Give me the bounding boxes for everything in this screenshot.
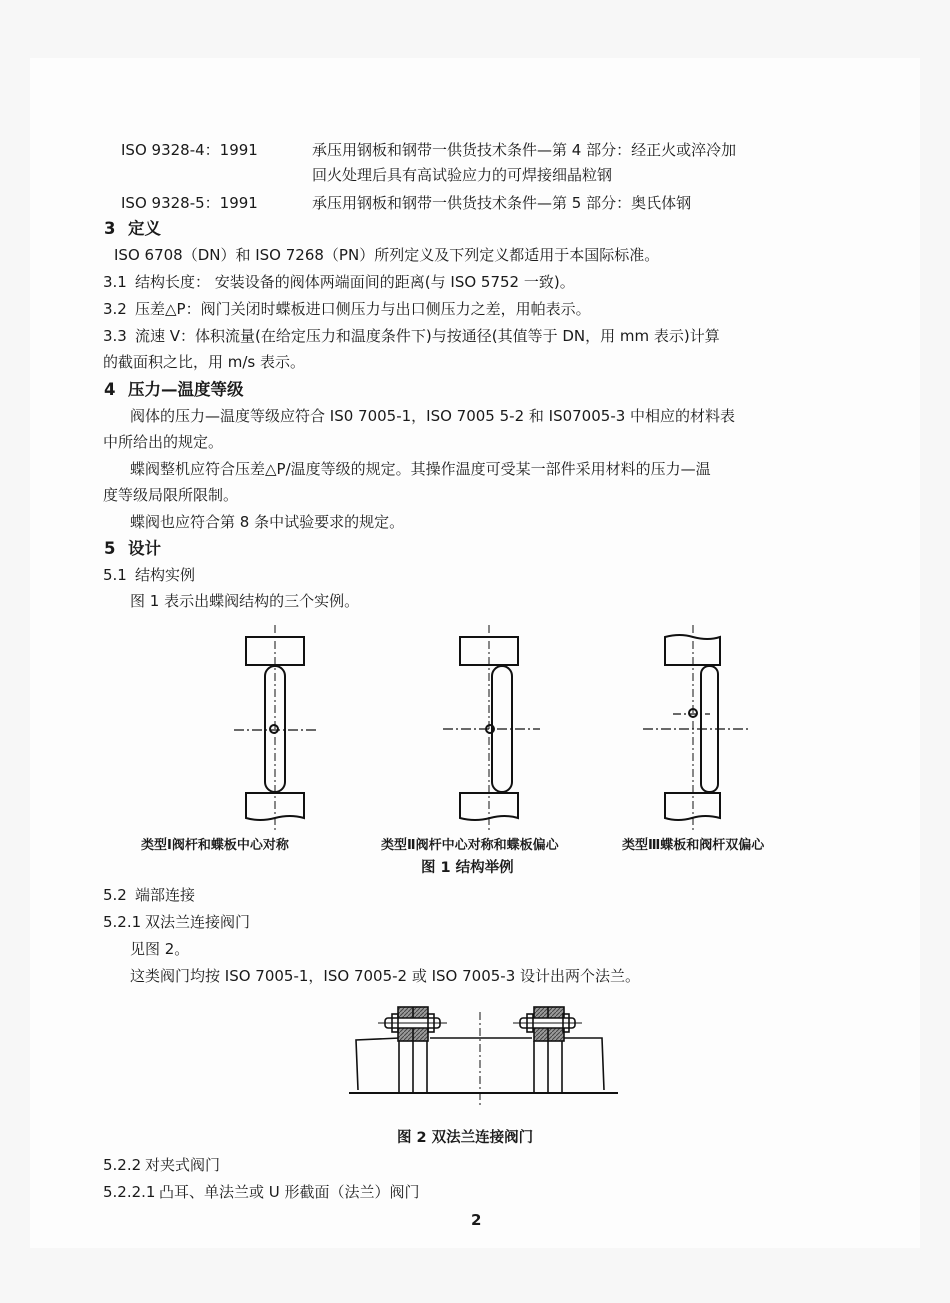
figure-2-caption: 图 2 双法兰连接阀门 — [397, 1130, 534, 1146]
subsection-5-2-1-text-2: 这类阀门均按 ISO 7005-1，ISO 7005-2 或 ISO 7005-3 设计出两个法兰。 — [130, 967, 641, 985]
subsection-heading-5-2-2: 5.2.2 对夹式阀门 — [103, 1156, 221, 1174]
definition-3-2: 3.2 压差△P：阀门关闭时蝶板进口侧压力与出口侧压力之差，用帕表示。 — [103, 300, 591, 318]
reference-title: 承压用钢板和钢带一供货技术条件—第 4 部分：经正火或淬冷加 — [312, 141, 737, 159]
subsection-heading-5-2: 5.2 端部连接 — [103, 886, 196, 904]
definition-3-3-cont: 的截面积之比，用 m/s 表示。 — [103, 353, 306, 371]
reference-code: ISO 9328-4：1991 — [121, 141, 258, 159]
figure-1-label-type-2: 类型Ⅱ阀杆中心对称和蝶板偏心 — [381, 838, 559, 853]
figure-1-label-type-1: 类型Ⅰ阀杆和蝶板中心对称 — [141, 838, 289, 853]
subsection-heading-5-2-1: 5.2.1 双法兰连接阀门 — [103, 913, 251, 931]
section4-paragraph-1-cont: 中所给出的规定。 — [103, 433, 224, 451]
subsection-heading-5-2-2-1: 5.2.2.1 凸耳、单法兰或 U 形截面（法兰）阀门 — [103, 1183, 420, 1201]
reference-code: ISO 9328-5：1991 — [121, 194, 258, 212]
section4-paragraph-2-cont: 度等级局限所限制。 — [103, 486, 239, 504]
figure-1-label-type-3: 类型Ⅲ蝶板和阀杆双偏心 — [622, 838, 765, 853]
section4-paragraph-3: 蝶阀也应符合第 8 条中试验要求的规定。 — [130, 513, 405, 531]
page-number: 2 — [471, 1211, 482, 1229]
reference-title-cont: 回火处理后具有高试验应力的可焊接细晶粒钢 — [312, 166, 613, 184]
definition-3-1: 3.1 结构长度： 安装设备的阀体两端面间的距离(与 ISO 5752 一致)。 — [103, 273, 575, 291]
subsection-5-2-1-text-1: 见图 2。 — [130, 940, 190, 958]
section-heading-5: 5 设计 — [104, 539, 161, 558]
section-heading-3: 3 定义 — [104, 219, 161, 238]
section3-intro: ISO 6708（DN）和 ISO 7268（PN）所列定义及下列定义都适用于本国际标准。 — [114, 246, 660, 264]
definition-3-3: 3.3 流速 V：体积流量(在给定压力和温度条件下)与按通径(其值等于 DN，用 mm 表示)计算 — [103, 327, 720, 345]
reference-title: 承压用钢板和钢带一供货技术条件—第 5 部分：奥氏体钢 — [312, 194, 692, 212]
figure-1-caption: 图 1 结构举例 — [421, 860, 514, 876]
section-heading-4: 4 压力—温度等级 — [104, 380, 244, 399]
section4-paragraph-2: 蝶阀整机应符合压差△P/温度等级的规定。其操作温度可受某一部件采用材料的压力—温 — [130, 460, 711, 478]
subsection-heading-5-1: 5.1 结构实例 — [103, 566, 196, 584]
section4-paragraph-1: 阀体的压力—温度等级应符合 IS0 7005-1，ISO 7005 5-2 和 IS07005-3 中相应的材料表 — [130, 407, 736, 425]
subsection-5-1-text: 图 1 表示出蝶阀结构的三个实例。 — [130, 592, 360, 610]
